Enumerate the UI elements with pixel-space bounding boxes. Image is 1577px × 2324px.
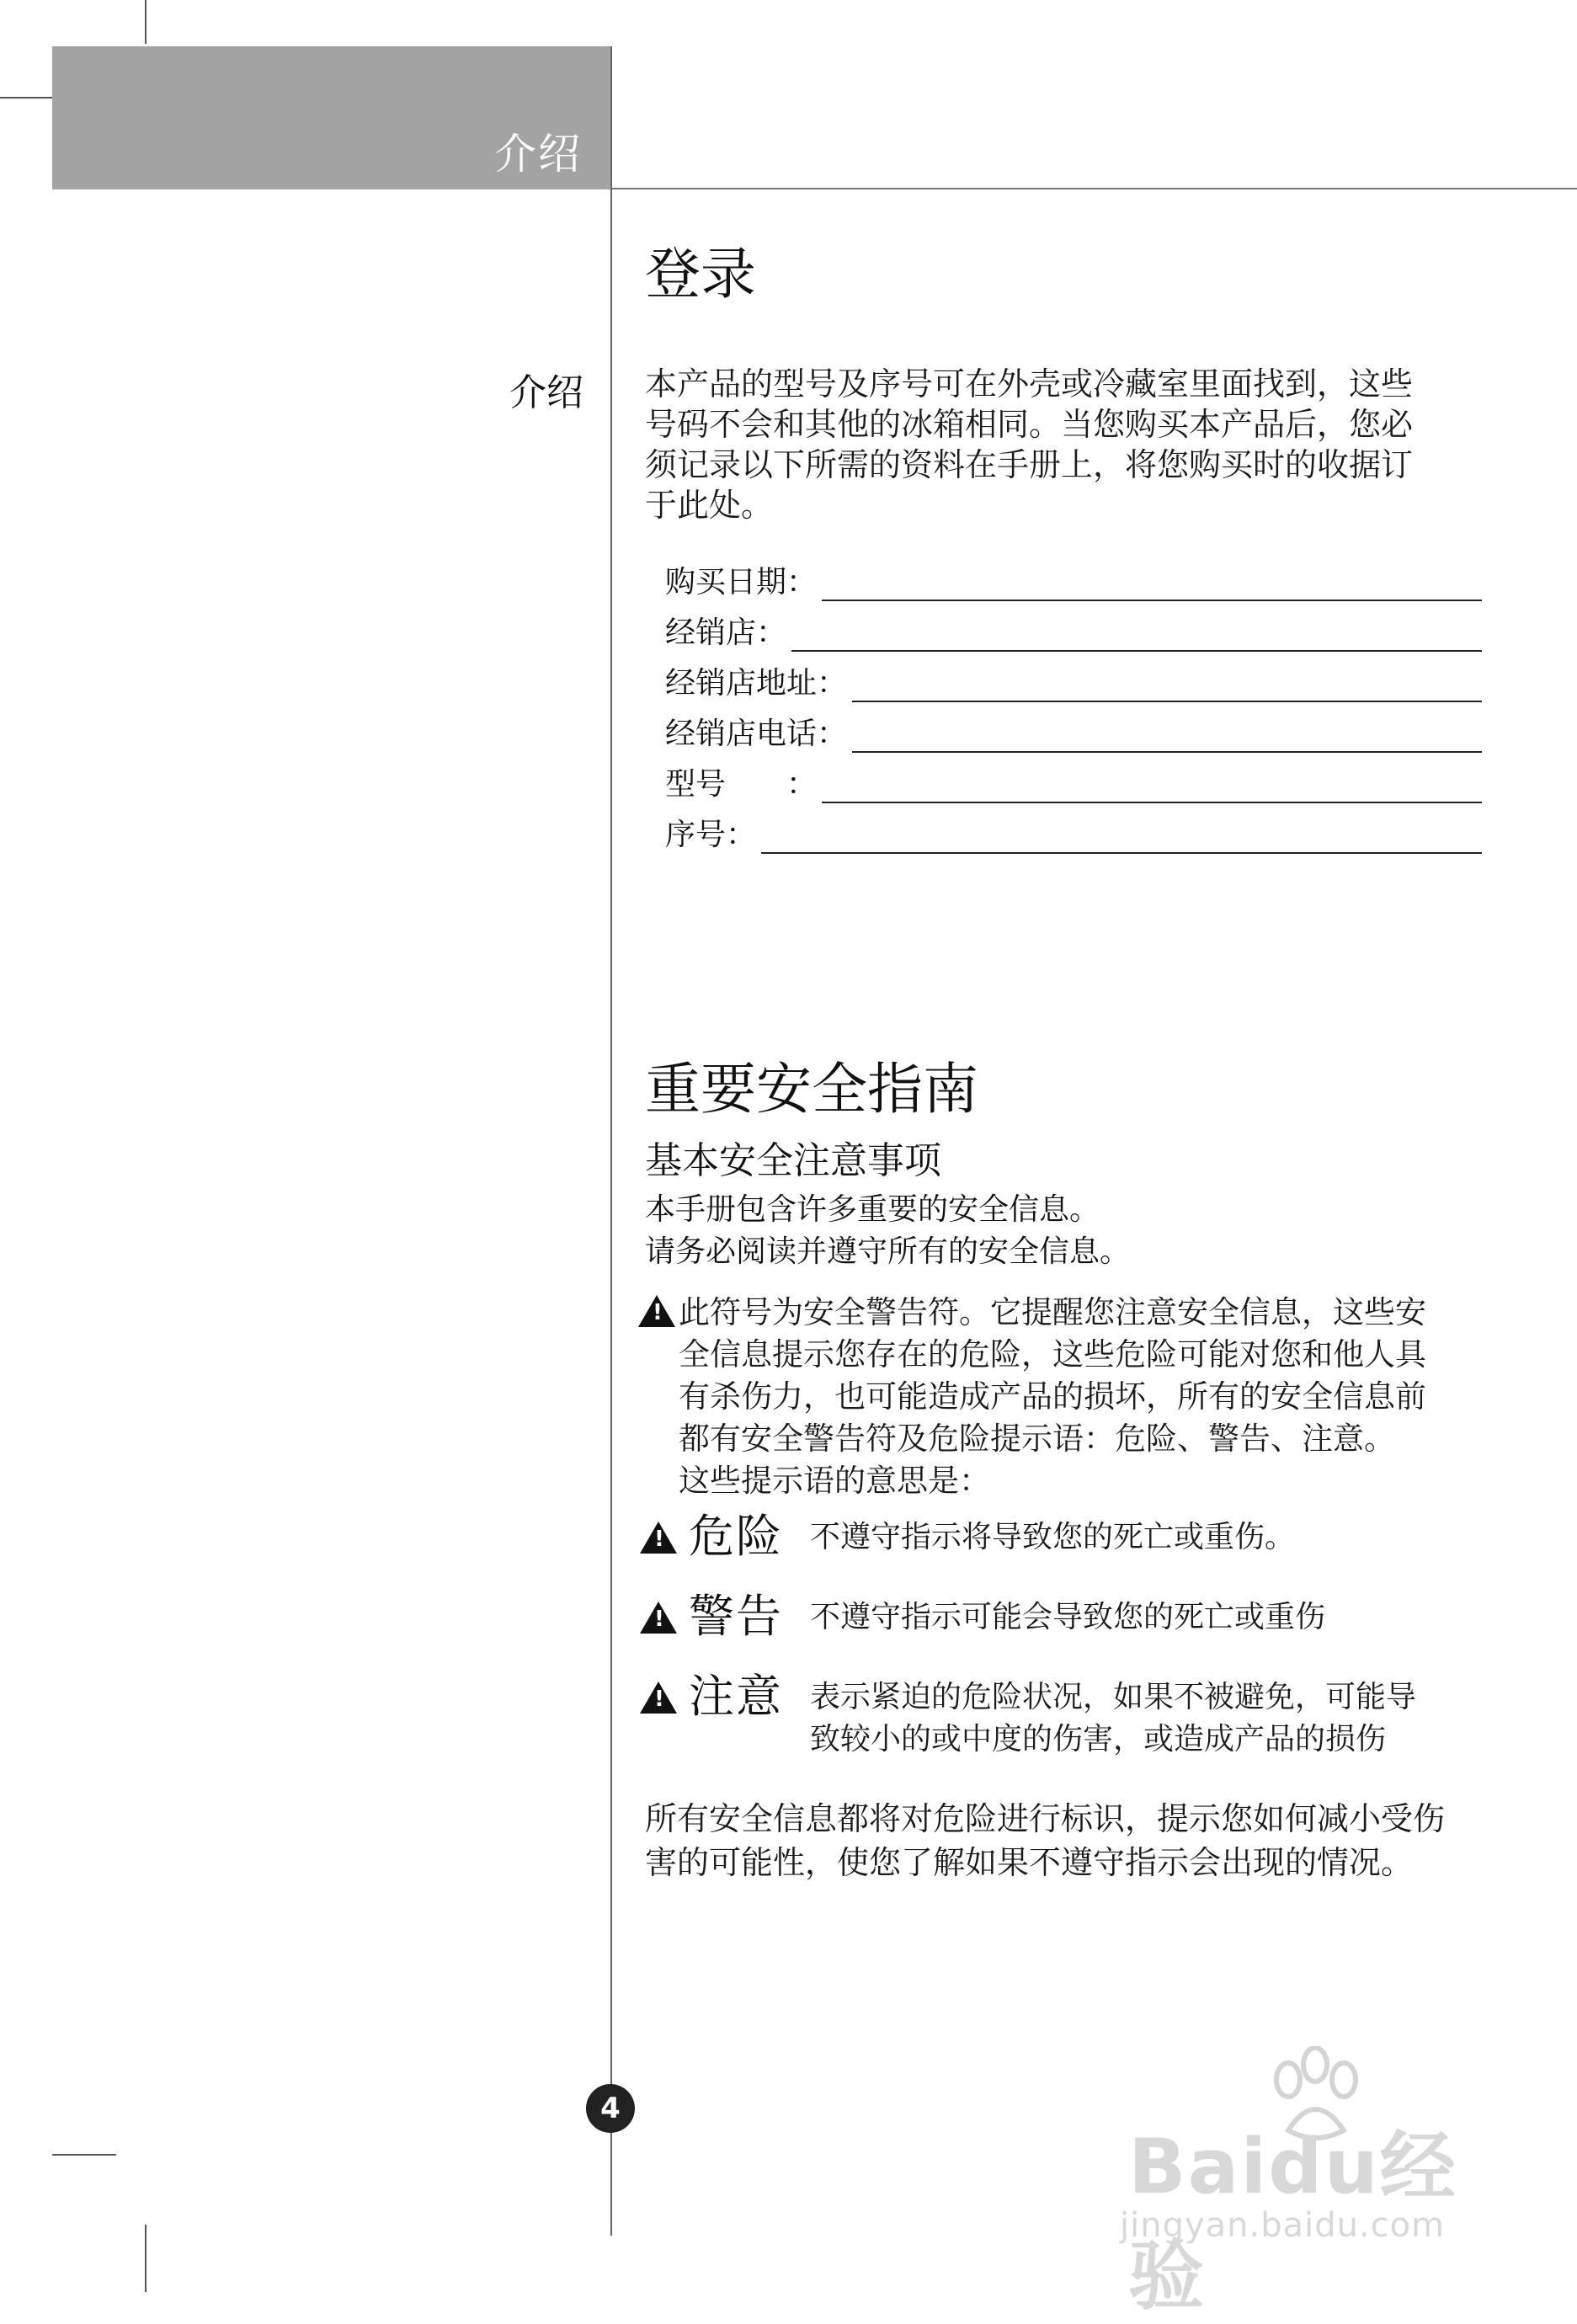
- intro-line: 请务必阅读并遵守所有的安全信息。: [645, 1234, 1131, 1269]
- signal-desc-line: 不遵守指示将导致您的死亡或重伤。: [810, 1520, 1296, 1554]
- form-field-line[interactable]: [791, 625, 1482, 652]
- form-field-label: 经销店：: [665, 616, 787, 650]
- safety-heading: 重要安全指南: [645, 1057, 978, 1122]
- safety-intro: [645, 1189, 1130, 1273]
- warning-triangle-icon: [640, 1682, 677, 1714]
- paragraph-line: 于此处。: [645, 487, 774, 524]
- form-field-label: 型号 ：: [665, 767, 818, 802]
- closing-line: 所有安全信息都将对危险进行标识，提示您如何减小受伤: [645, 1800, 1446, 1837]
- signal-desc-line: 不遵守指示可能会导致您的死亡或重伤: [810, 1600, 1326, 1634]
- form-field-purchase-date: [665, 562, 1482, 601]
- form-field-line[interactable]: [761, 827, 1482, 854]
- form-field-dealer-phone: [665, 714, 1482, 753]
- crop-mark-top-vertical: [145, 0, 147, 44]
- signal-desc: [810, 1596, 1325, 1639]
- alert-line: 此符号为安全警告符。它提醒您注意安全信息，这些安: [679, 1294, 1426, 1330]
- form-field-line[interactable]: [822, 776, 1482, 803]
- signal-word-warning: [640, 1591, 1325, 1642]
- warning-triangle-icon: [638, 1295, 675, 1327]
- crop-mark-top-horizontal: [0, 97, 52, 99]
- header-rule: [610, 188, 1577, 189]
- alert-line: 全信息提示您存在的危险，这些危险可能对您和他人具: [679, 1336, 1426, 1373]
- signal-word: 注意: [689, 1670, 783, 1723]
- paragraph-line: 号码不会和其他的冰箱相同。当您购买本产品后，您必: [645, 406, 1414, 443]
- side-label: 介绍: [509, 371, 583, 414]
- paragraph-line: 须记录以下所需的资料在手册上，将您购买时的收据订: [645, 446, 1414, 483]
- paragraph-line: 本产品的型号及序号可在外壳或冷藏室里面找到，这些: [645, 365, 1414, 402]
- form-field-label: 序号：: [665, 818, 757, 852]
- form-field-dealer: [665, 613, 1482, 652]
- signal-word: 危险: [689, 1510, 783, 1563]
- watermark-brand: Baidu经验: [1128, 2123, 1457, 2321]
- section-title: 介绍: [494, 130, 582, 179]
- alert-line: 这些提示语的意思是：: [679, 1463, 990, 1499]
- form-field-line[interactable]: [852, 675, 1482, 702]
- safety-closing-paragraph: [645, 1797, 1445, 1884]
- form-field-dealer-address: [665, 664, 1482, 702]
- page-number: 4: [586, 2084, 635, 2133]
- warning-triangle-icon: [640, 1602, 677, 1634]
- signal-word: 警告: [689, 1590, 783, 1643]
- alert-symbol-paragraph: [638, 1292, 1505, 1502]
- signal-desc: [810, 1516, 1295, 1559]
- signal-word-caution: [640, 1671, 1416, 1761]
- closing-line: 害的可能性，使您了解如果不遵守指示会出现的情况。: [645, 1844, 1414, 1881]
- crop-mark-bottom-horizontal: [52, 2154, 116, 2156]
- signal-desc-line: 致较小的或中度的伤害，或造成产品的损伤: [810, 1722, 1387, 1756]
- baidu-watermark: [1120, 2046, 1490, 2321]
- header-band: [52, 46, 610, 189]
- vertical-divider: [610, 46, 612, 2236]
- registration-heading: 登录: [645, 242, 756, 306]
- warning-triangle-icon: [640, 1522, 677, 1554]
- safety-subheading: 基本安全注意事项: [645, 1139, 941, 1182]
- form-field-line[interactable]: [852, 726, 1482, 753]
- crop-mark-bottom-vertical: [145, 2225, 147, 2292]
- form-field-line[interactable]: [822, 574, 1482, 601]
- signal-word-danger: [640, 1511, 1295, 1562]
- registration-paragraph: [645, 364, 1413, 525]
- signal-desc: [810, 1676, 1416, 1761]
- form-field-label: 经销店电话：: [665, 717, 848, 751]
- form-field-serial: [665, 815, 1482, 854]
- form-field-model: [665, 765, 1482, 803]
- form-field-label: 购买日期：: [665, 565, 818, 600]
- intro-line: 本手册包含许多重要的安全信息。: [645, 1192, 1100, 1227]
- alert-line: 有杀伤力，也可能造成产品的损坏，所有的安全信息前: [679, 1378, 1426, 1415]
- watermark-url: jingyan.baidu.com: [1120, 2206, 1446, 2245]
- form-field-label: 经销店地址：: [665, 666, 848, 701]
- signal-desc-line: 表示紧迫的危险状况，如果不被避免，可能导: [810, 1680, 1417, 1714]
- alert-line: 都有安全警告符及危险提示语：危险、警告、注意。: [679, 1421, 1395, 1457]
